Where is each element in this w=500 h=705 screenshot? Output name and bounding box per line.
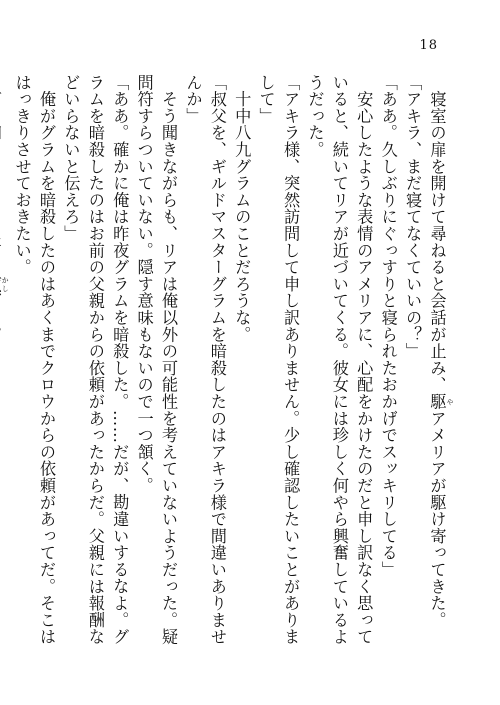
paragraph: [424, 74, 454, 654]
text-line: 安心したような表情のアメリアに、心配をかけたのだと申し訳なく思っていると、続い: [329, 74, 374, 646]
paragraph: 十中八九グラムのことだろうな。: [232, 74, 252, 343]
text-line: アメリアが駆け寄ってきた。: [427, 410, 447, 629]
paragraph: [58, 74, 131, 654]
ruby-reading: や: [446, 393, 454, 411]
paragraph: 「叔父を、ギルドマスターグラムを暗殺したのはアキラ様で間違いありませんか」: [183, 74, 227, 646]
text-line: てリアが近づいてくる。彼女には珍しく何やら興奮しているようだった。: [305, 74, 349, 646]
ruby-annotation: [427, 393, 454, 411]
text-line: たのはお前の父親からの依頼があったからだ。父親には報酬などいらないと伝えろ」: [61, 74, 105, 646]
paragraph: 「アキラ、まだ寝てなくていいの？」: [403, 74, 423, 360]
text-line: そう聞きながらも、リアは俺以外の可能性を考えていないようだった。疑問符すらつい: [134, 74, 179, 646]
paragraph: [9, 74, 58, 654]
text-line: [0, 74, 2, 276]
paragraph: [302, 74, 375, 654]
text-line: 俺がグラムを暗殺したのはあくまでクロウからの依頼があってだ。そこははっきりさせ: [12, 74, 56, 646]
page-number: 18: [419, 38, 438, 53]
paragraph: 「ああ。久しぶりにぐっすりと寝られたおかげでスッキリしてる」: [378, 74, 398, 578]
text-line: 寝室の扉を開けて尋ねると会話が止み、: [427, 74, 447, 394]
text-line: ていない。隠す意味もないので一つ頷く。: [134, 174, 154, 495]
ruby-annotation: [0, 275, 10, 293]
paragraph: [0, 74, 9, 654]
text-line: ておきたい。: [12, 174, 32, 276]
paragraph: 「アキラ様、突然訪問して申し訳ありません。少し確認したいことがありまして」: [256, 74, 301, 646]
text-line: [0, 292, 2, 342]
paragraph: [131, 74, 180, 654]
text-line: 「ああ。確かに俺は昨夜グラムを暗殺した。……だが、勘違いするなよ。グラムを暗殺し: [85, 74, 130, 646]
novel-body-text: [1, 74, 454, 654]
ruby-base: 駆: [427, 393, 447, 411]
ruby-reading: かし: [1, 275, 10, 293]
